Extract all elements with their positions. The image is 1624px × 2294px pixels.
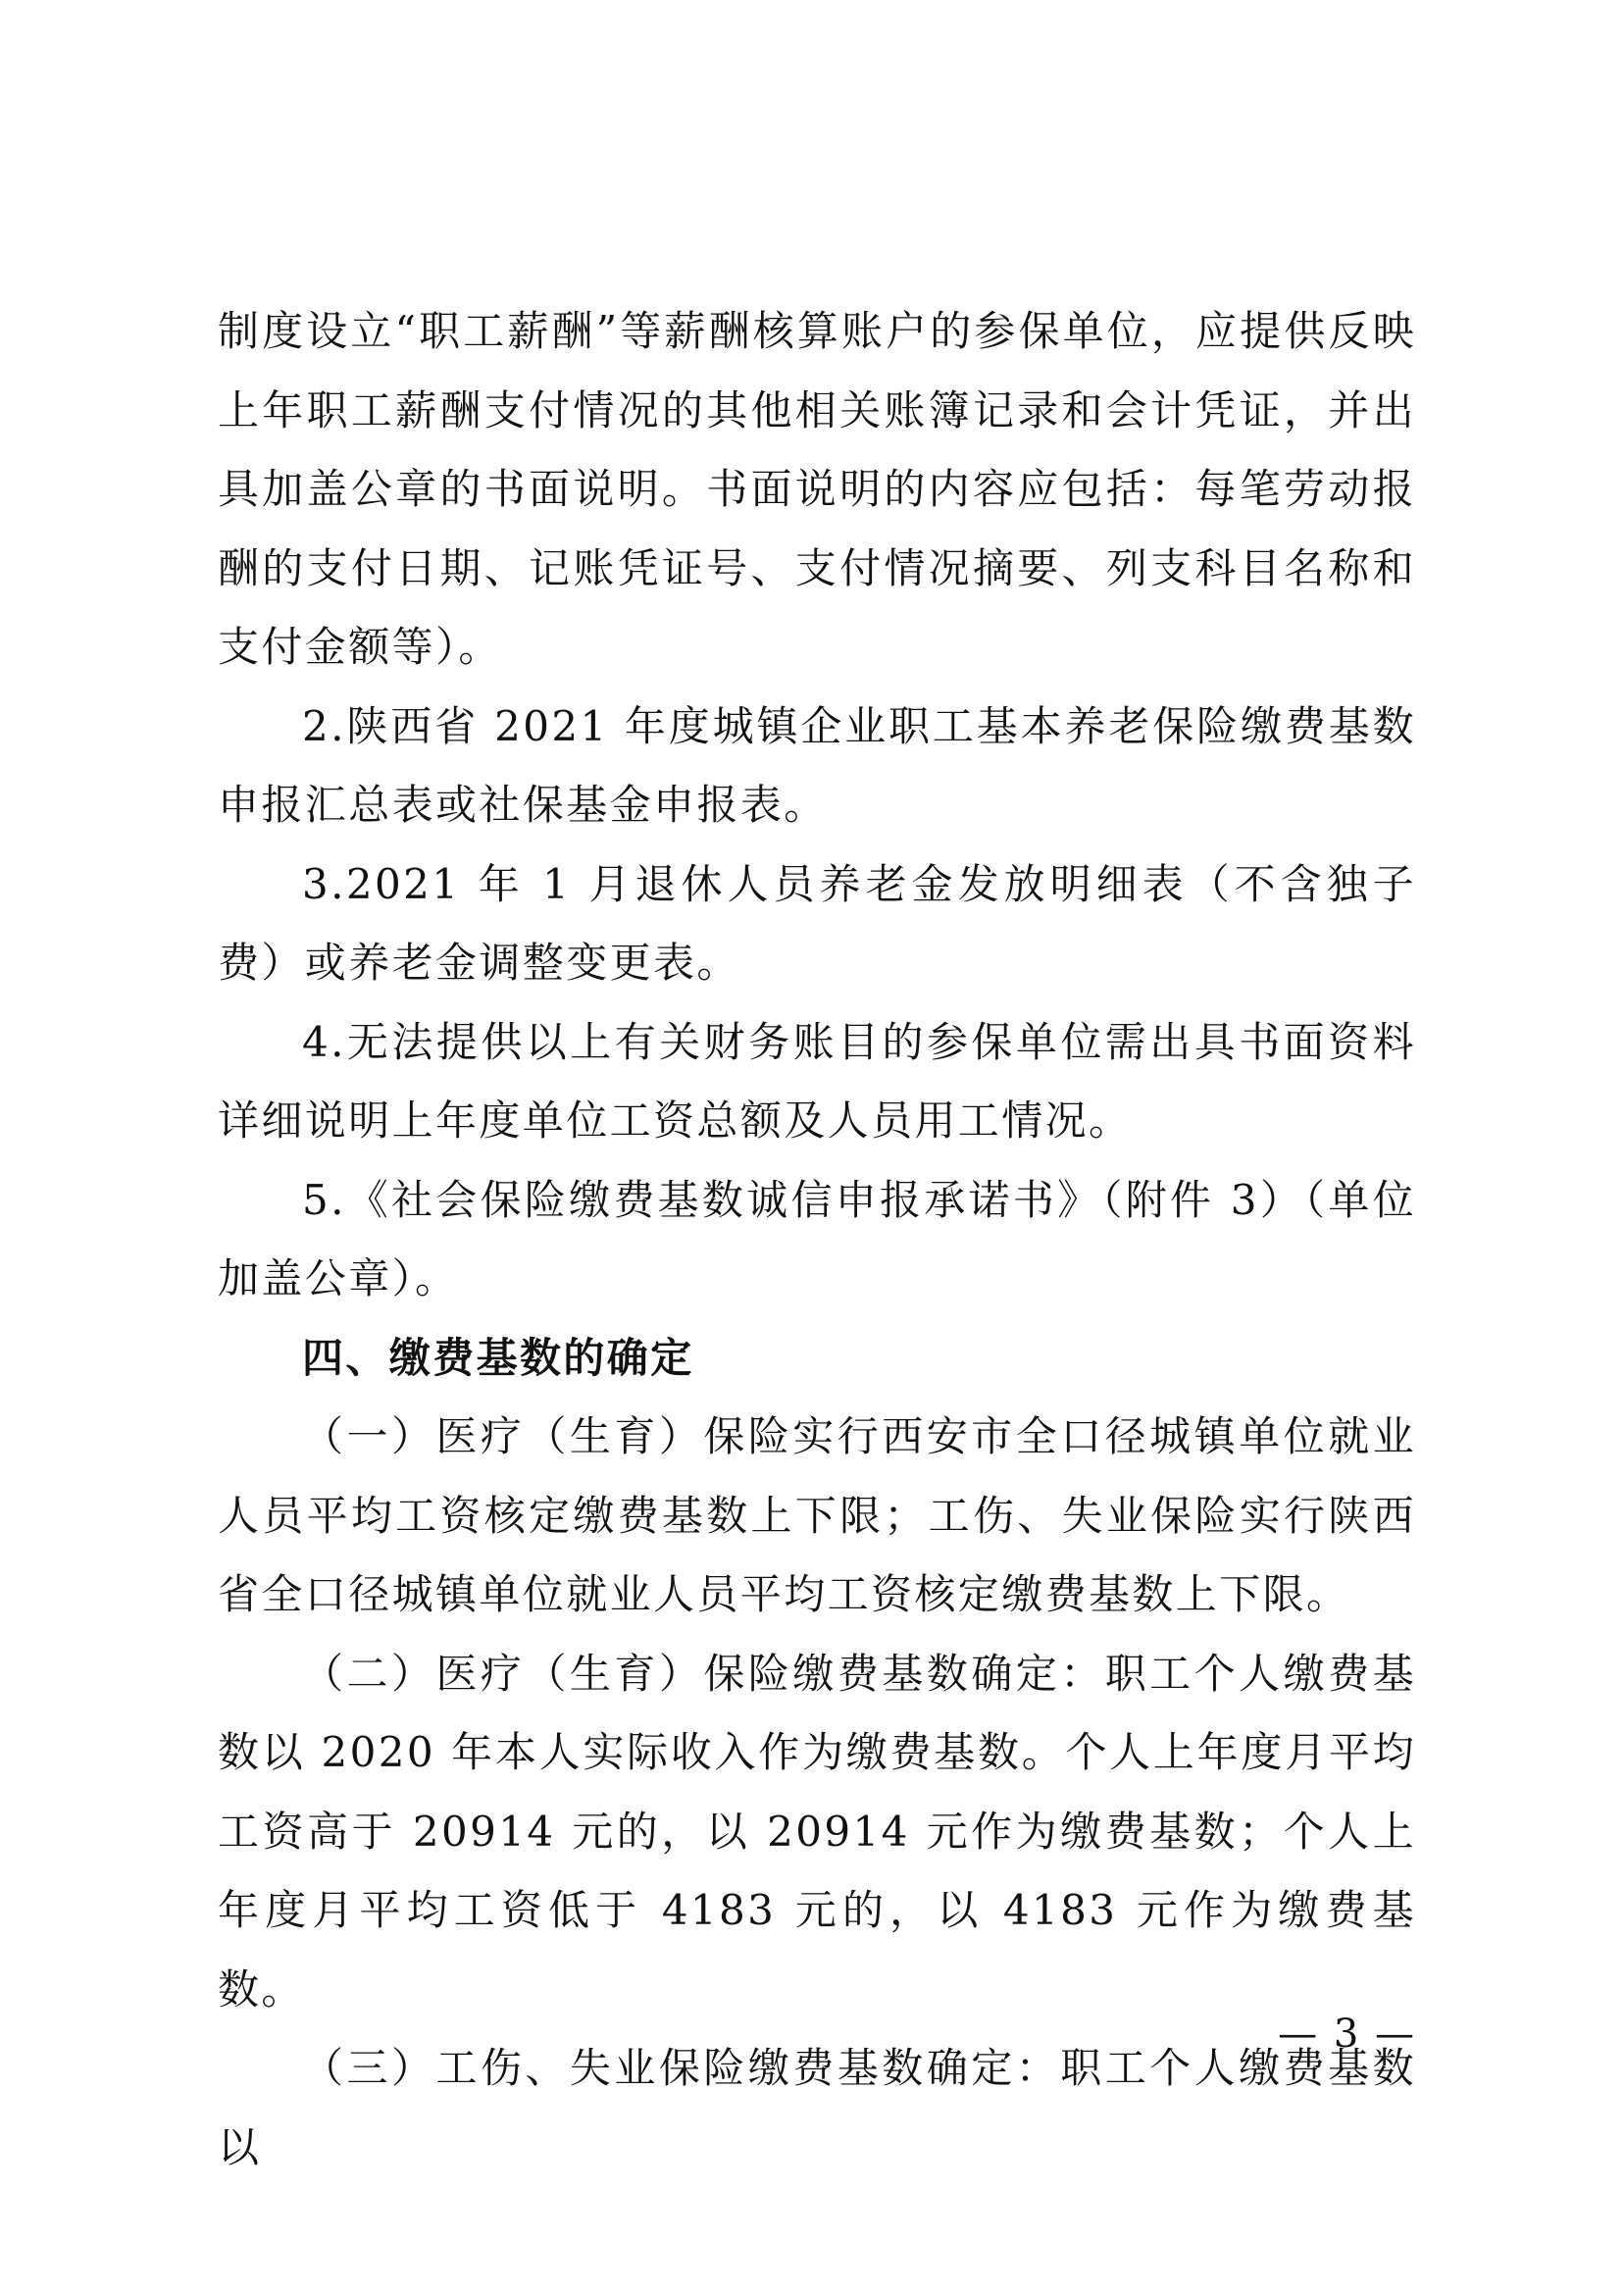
body-text xyxy=(218,292,1416,2187)
subsection-2: （二）医疗（生育）保险缴费基数确定：职工个人缴费基数以 2020 年本人实际收入作为缴费基数。个人上年度月平均工资高于 20914 元的，以 20914 元作为缴费基数；个人上年度月平均工资低于 4183 元的，以 4183 元作为缴费基数。 xyxy=(218,1649,1416,2014)
subsection-3: （三）工伤、失业保险缴费基数确定：职工个人缴费基数以 xyxy=(218,2044,1416,2171)
page-number: — 3 — xyxy=(1278,2012,1416,2057)
section-heading: 四、缴费基数的确定 xyxy=(302,1333,694,1382)
list-item-5: 5.《社会保险缴费基数诚信申报承诺书》（附件 3）（单位加盖公章）。 xyxy=(218,1175,1416,1302)
subsection-1: （一）医疗（生育）保险实行西安市全口径城镇单位就业人员平均工资核定缴费基数上下限；工伤、失业保险实行陕西省全口径城镇单位就业人员平均工资核定缴费基数上下限。 xyxy=(218,1412,1416,1618)
list-item-4: 4.无法提供以上有关财务账目的参保单位需出具书面资料详细说明上年度单位工资总额及人员用工情况。 xyxy=(218,1017,1416,1145)
paragraph-continued: 制度设立“职工薪酬”等薪酬核算账户的参保单位，应提供反映上年职工薪酬支付情况的其他相关账簿记录和会计凭证，并出具加盖公章的书面说明。书面说明的内容应包括：每笔劳动报酬的支付日期、记账凭证号、支付情况摘要、列支科目名称和支付金额等）。 xyxy=(218,307,1416,671)
list-item-2: 2.陕西省 2021 年度城镇企业职工基本养老保险缴费基数申报汇总表或社保基金申报表。 xyxy=(218,701,1416,829)
list-item-3: 3.2021 年 1 月退休人员养老金发放明细表（不含独子费）或养老金调整变更表。 xyxy=(218,859,1416,987)
